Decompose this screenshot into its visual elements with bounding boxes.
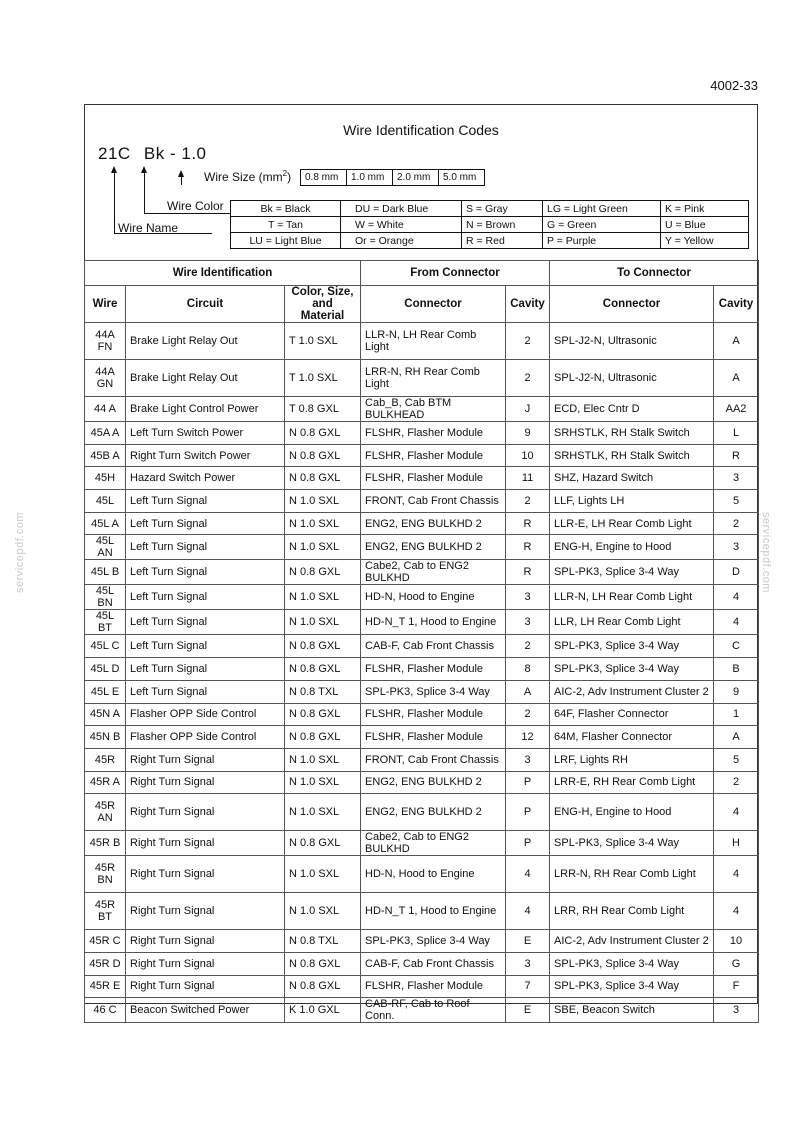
from-connector-cell: FLSHR, Flasher Module bbox=[361, 658, 506, 681]
to-cavity-cell: 3 bbox=[714, 535, 759, 560]
to-connector-cell: SRHSTLK, RH Stalk Switch bbox=[550, 422, 714, 445]
wire-id-cell: 44 A bbox=[85, 397, 126, 422]
from-cavity-cell: R bbox=[506, 512, 550, 535]
to-connector-cell: SRHSTLK, RH Stalk Switch bbox=[550, 444, 714, 467]
table-row bbox=[85, 323, 759, 360]
circuit-cell: Left Turn Signal bbox=[126, 585, 285, 610]
to-cavity-cell: 1 bbox=[714, 703, 759, 726]
from-connector-cell: ENG2, ENG BULKHD 2 bbox=[361, 794, 506, 831]
material-cell: N 0.8 GXL bbox=[285, 726, 361, 749]
circuit-cell: Left Turn Signal bbox=[126, 658, 285, 681]
wire-id-cell: 44A FN bbox=[85, 323, 126, 360]
to-connector-cell: LLF, Lights LH bbox=[550, 490, 714, 513]
wire-size-cell: 1.0 mm bbox=[347, 170, 393, 186]
from-connector-cell: FLSHR, Flasher Module bbox=[361, 467, 506, 490]
circuit-cell: Right Turn Signal bbox=[126, 748, 285, 771]
from-connector-cell: FLSHR, Flasher Module bbox=[361, 975, 506, 998]
watermark-left: servicepdf.com bbox=[14, 512, 26, 593]
from-connector-cell: LLR-N, LH Rear Comb Light bbox=[361, 323, 506, 360]
from-cavity-cell: A bbox=[506, 680, 550, 703]
from-connector-cell: FRONT, Cab Front Chassis bbox=[361, 748, 506, 771]
to-connector-cell: SHZ, Hazard Switch bbox=[550, 467, 714, 490]
wire-id-cell: 45N B bbox=[85, 726, 126, 749]
table-row bbox=[85, 680, 759, 703]
material-cell: N 1.0 SXL bbox=[285, 748, 361, 771]
to-cavity-cell: A bbox=[714, 726, 759, 749]
to-cavity-cell: 9 bbox=[714, 680, 759, 703]
example-wire-name: 21C bbox=[98, 144, 131, 163]
wire-id-cell: 45R B bbox=[85, 831, 126, 856]
page-number: 4002-33 bbox=[710, 78, 758, 93]
material-cell: N 1.0 SXL bbox=[285, 535, 361, 560]
table-row bbox=[85, 585, 759, 610]
to-cavity-cell: 4 bbox=[714, 794, 759, 831]
column-header-row bbox=[85, 286, 759, 323]
circuit-cell: Right Turn Signal bbox=[126, 952, 285, 975]
to-cavity-cell: 5 bbox=[714, 490, 759, 513]
color-code-cell: G = Green bbox=[543, 217, 661, 233]
to-cavity-cell: A bbox=[714, 360, 759, 397]
to-connector-cell: 64F, Flasher Connector bbox=[550, 703, 714, 726]
from-cavity-cell: 2 bbox=[506, 635, 550, 658]
table-row bbox=[85, 930, 759, 953]
table-row bbox=[85, 726, 759, 749]
table-row bbox=[85, 490, 759, 513]
from-connector-cell: FLSHR, Flasher Module bbox=[361, 703, 506, 726]
from-connector-cell: SPL-PK3, Splice 3-4 Way bbox=[361, 680, 506, 703]
from-connector-cell: HD-N, Hood to Engine bbox=[361, 856, 506, 893]
circuit-cell: Left Turn Signal bbox=[126, 490, 285, 513]
from-connector-cell: Cab_B, Cab BTM BULKHEAD bbox=[361, 397, 506, 422]
wire-color-label: Wire Color bbox=[167, 199, 224, 213]
circuit-cell: Brake Light Relay Out bbox=[126, 360, 285, 397]
color-code-row bbox=[231, 201, 749, 217]
from-cavity-cell: 2 bbox=[506, 490, 550, 513]
circuit-cell: Flasher OPP Side Control bbox=[126, 726, 285, 749]
circuit-cell: Right Turn Signal bbox=[126, 856, 285, 893]
to-connector-cell: SPL-PK3, Splice 3-4 Way bbox=[550, 560, 714, 585]
from-connector-cell: FLSHR, Flasher Module bbox=[361, 726, 506, 749]
wire-size-cell: 5.0 mm bbox=[439, 170, 485, 186]
to-connector-cell: LRR, RH Rear Comb Light bbox=[550, 893, 714, 930]
to-cavity-cell: 5 bbox=[714, 748, 759, 771]
material-cell: N 0.8 GXL bbox=[285, 703, 361, 726]
material-cell: N 1.0 SXL bbox=[285, 771, 361, 794]
to-cavity-cell: AA2 bbox=[714, 397, 759, 422]
to-connector-cell: SPL-J2-N, Ultrasonic bbox=[550, 323, 714, 360]
from-cavity-cell: 11 bbox=[506, 467, 550, 490]
from-connector-cell: ENG2, ENG BULKHD 2 bbox=[361, 512, 506, 535]
to-connector-cell: SPL-PK3, Splice 3-4 Way bbox=[550, 635, 714, 658]
to-cavity-cell: 4 bbox=[714, 585, 759, 610]
wire-id-cell: 46 C bbox=[85, 998, 126, 1023]
material-cell: N 0.8 GXL bbox=[285, 422, 361, 445]
color-code-cell: R = Red bbox=[462, 233, 543, 249]
color-code-cell: LU = Light Blue bbox=[231, 233, 341, 249]
to-connector-cell: LLR, LH Rear Comb Light bbox=[550, 610, 714, 635]
from-connector-cell: LRR-N, RH Rear Comb Light bbox=[361, 360, 506, 397]
color-code-cell: P = Purple bbox=[543, 233, 661, 249]
circuit-cell: Right Turn Signal bbox=[126, 975, 285, 998]
wire-id-cell: 45L B bbox=[85, 560, 126, 585]
to-cavity-cell: 3 bbox=[714, 998, 759, 1023]
to-connector-cell: ECD, Elec Cntr D bbox=[550, 397, 714, 422]
circuit-cell: Brake Light Control Power bbox=[126, 397, 285, 422]
to-cavity-cell: 3 bbox=[714, 467, 759, 490]
to-connector-cell: ENG-H, Engine to Hood bbox=[550, 794, 714, 831]
material-cell: T 1.0 SXL bbox=[285, 360, 361, 397]
wire-id-cell: 45R AN bbox=[85, 794, 126, 831]
to-connector-cell: LRR-N, RH Rear Comb Light bbox=[550, 856, 714, 893]
from-cavity-cell: 7 bbox=[506, 975, 550, 998]
table-row bbox=[85, 831, 759, 856]
to-connector-cell: LRF, Lights RH bbox=[550, 748, 714, 771]
from-connector-cell: FLSHR, Flasher Module bbox=[361, 444, 506, 467]
wire-id-cell: 45A A bbox=[85, 422, 126, 445]
color-code-cell: W = White bbox=[341, 217, 462, 233]
wire-name-leader bbox=[114, 173, 115, 233]
group-header-to-connector: To Connector bbox=[550, 261, 759, 286]
wire-name-label: Wire Name bbox=[118, 221, 179, 235]
circuit-cell: Right Turn Signal bbox=[126, 794, 285, 831]
wire-id-cell: 44A GN bbox=[85, 360, 126, 397]
wire-color-leader-h bbox=[144, 213, 230, 214]
to-connector-cell: SPL-PK3, Splice 3-4 Way bbox=[550, 658, 714, 681]
wire-name-arrow bbox=[111, 166, 117, 173]
wire-id-cell: 45L BT bbox=[85, 610, 126, 635]
from-cavity-cell: 3 bbox=[506, 585, 550, 610]
circuit-cell: Right Turn Signal bbox=[126, 930, 285, 953]
table-row bbox=[85, 397, 759, 422]
table-row bbox=[85, 535, 759, 560]
to-connector-cell: SPL-PK3, Splice 3-4 Way bbox=[550, 975, 714, 998]
wire-id-cell: 45H bbox=[85, 467, 126, 490]
to-connector-cell: SPL-PK3, Splice 3-4 Way bbox=[550, 831, 714, 856]
column-header-from-cavity: Cavity bbox=[506, 286, 550, 323]
from-cavity-cell: 2 bbox=[506, 323, 550, 360]
watermark-right: servicepdf.com bbox=[760, 512, 772, 593]
to-cavity-cell: R bbox=[714, 444, 759, 467]
material-cell: N 0.8 GXL bbox=[285, 975, 361, 998]
from-connector-cell: HD-N_T 1, Hood to Engine bbox=[361, 893, 506, 930]
circuit-cell: Right Turn Signal bbox=[126, 771, 285, 794]
to-connector-cell: ENG-H, Engine to Hood bbox=[550, 535, 714, 560]
circuit-cell: Left Turn Signal bbox=[126, 560, 285, 585]
to-cavity-cell: C bbox=[714, 635, 759, 658]
from-connector-cell: CAB-F, Cab Front Chassis bbox=[361, 635, 506, 658]
wire-id-cell: 45L C bbox=[85, 635, 126, 658]
from-cavity-cell: 3 bbox=[506, 610, 550, 635]
to-cavity-cell: 2 bbox=[714, 512, 759, 535]
wire-identification-table bbox=[84, 260, 759, 1023]
table-row bbox=[85, 610, 759, 635]
table-row bbox=[85, 856, 759, 893]
wire-id-cell: 45L D bbox=[85, 658, 126, 681]
color-code-table bbox=[230, 200, 749, 249]
to-cavity-cell: L bbox=[714, 422, 759, 445]
material-cell: K 1.0 GXL bbox=[285, 998, 361, 1023]
circuit-cell: Brake Light Relay Out bbox=[126, 323, 285, 360]
color-code-cell: K = Pink bbox=[661, 201, 749, 217]
table-row bbox=[85, 635, 759, 658]
circuit-cell: Beacon Switched Power bbox=[126, 998, 285, 1023]
wire-id-cell: 45R BN bbox=[85, 856, 126, 893]
color-code-cell: Y = Yellow bbox=[661, 233, 749, 249]
circuit-cell: Right Turn Signal bbox=[126, 831, 285, 856]
color-code-cell: N = Brown bbox=[462, 217, 543, 233]
column-header-to-cavity: Cavity bbox=[714, 286, 759, 323]
table-row bbox=[85, 512, 759, 535]
to-connector-cell: AIC-2, Adv Instrument Cluster 2 bbox=[550, 680, 714, 703]
wire-id-cell: 45L A bbox=[85, 512, 126, 535]
to-connector-cell: SBE, Beacon Switch bbox=[550, 998, 714, 1023]
from-cavity-cell: R bbox=[506, 560, 550, 585]
table-row bbox=[85, 703, 759, 726]
from-connector-cell: Cabe2, Cab to ENG2 BULKHD bbox=[361, 560, 506, 585]
circuit-cell: Left Turn Signal bbox=[126, 610, 285, 635]
to-connector-cell: SPL-PK3, Splice 3-4 Way bbox=[550, 952, 714, 975]
material-cell: N 1.0 SXL bbox=[285, 585, 361, 610]
table-row bbox=[85, 467, 759, 490]
from-connector-cell: CAB-F, Cab Front Chassis bbox=[361, 952, 506, 975]
wire-id-cell: 45R bbox=[85, 748, 126, 771]
table-row bbox=[85, 444, 759, 467]
color-code-cell: Bk = Black bbox=[231, 201, 341, 217]
to-cavity-cell: D bbox=[714, 560, 759, 585]
circuit-cell: Left Turn Signal bbox=[126, 635, 285, 658]
table-row bbox=[85, 893, 759, 930]
from-connector-cell: FLSHR, Flasher Module bbox=[361, 422, 506, 445]
from-cavity-cell: P bbox=[506, 831, 550, 856]
material-cell: N 0.8 GXL bbox=[285, 658, 361, 681]
from-connector-cell: Cabe2, Cab to ENG2 BULKHD bbox=[361, 831, 506, 856]
column-header-circuit: Circuit bbox=[126, 286, 285, 323]
material-cell: N 1.0 SXL bbox=[285, 794, 361, 831]
material-cell: N 1.0 SXL bbox=[285, 893, 361, 930]
from-cavity-cell: 4 bbox=[506, 856, 550, 893]
circuit-cell: Hazard Switch Power bbox=[126, 467, 285, 490]
circuit-cell: Left Turn Switch Power bbox=[126, 422, 285, 445]
table-row bbox=[85, 952, 759, 975]
wire-size-arrow bbox=[178, 170, 184, 177]
circuit-cell: Left Turn Signal bbox=[126, 535, 285, 560]
to-cavity-cell: H bbox=[714, 831, 759, 856]
table-row bbox=[85, 998, 759, 1023]
material-cell: N 0.8 TXL bbox=[285, 930, 361, 953]
wire-id-cell: 45R C bbox=[85, 930, 126, 953]
to-cavity-cell: 4 bbox=[714, 893, 759, 930]
table-row bbox=[85, 658, 759, 681]
from-cavity-cell: 3 bbox=[506, 748, 550, 771]
wire-id-cell: 45L BN bbox=[85, 585, 126, 610]
from-cavity-cell: P bbox=[506, 794, 550, 831]
table-row bbox=[85, 771, 759, 794]
from-connector-cell: FRONT, Cab Front Chassis bbox=[361, 490, 506, 513]
material-cell: T 0.8 GXL bbox=[285, 397, 361, 422]
from-cavity-cell: 10 bbox=[506, 444, 550, 467]
from-cavity-cell: P bbox=[506, 771, 550, 794]
legend-title: Wire Identification Codes bbox=[343, 122, 499, 138]
example-color-size: Bk - 1.0 bbox=[143, 144, 207, 163]
wire-id-cell: 45B A bbox=[85, 444, 126, 467]
from-connector-cell: CAB-RF, Cab to Roof Conn. bbox=[361, 998, 506, 1023]
table-row bbox=[85, 975, 759, 998]
material-cell: N 1.0 SXL bbox=[285, 856, 361, 893]
table-row bbox=[85, 360, 759, 397]
to-connector-cell: LRR-E, RH Rear Comb Light bbox=[550, 771, 714, 794]
material-cell: N 1.0 SXL bbox=[285, 490, 361, 513]
material-cell: N 0.8 GXL bbox=[285, 635, 361, 658]
from-cavity-cell: E bbox=[506, 930, 550, 953]
circuit-cell: Flasher OPP Side Control bbox=[126, 703, 285, 726]
column-header-from-connector: Connector bbox=[361, 286, 506, 323]
from-connector-cell: HD-N, Hood to Engine bbox=[361, 585, 506, 610]
circuit-cell: Left Turn Signal bbox=[126, 680, 285, 703]
wire-size-cell: 0.8 mm bbox=[301, 170, 347, 186]
table-row bbox=[85, 794, 759, 831]
wire-size-label: Wire Size $(mm^2)$ bbox=[204, 169, 292, 184]
from-cavity-cell: 12 bbox=[506, 726, 550, 749]
color-code-row bbox=[231, 233, 749, 249]
color-code-cell: LG = Light Green bbox=[543, 201, 661, 217]
material-cell: N 0.8 TXL bbox=[285, 680, 361, 703]
from-cavity-cell: 2 bbox=[506, 703, 550, 726]
from-connector-cell: ENG2, ENG BULKHD 2 bbox=[361, 535, 506, 560]
to-connector-cell: 64M, Flasher Connector bbox=[550, 726, 714, 749]
circuit-cell: Left Turn Signal bbox=[126, 512, 285, 535]
color-code-cell: DU = Dark Blue bbox=[341, 201, 462, 217]
to-connector-cell: AIC-2, Adv Instrument Cluster 2 bbox=[550, 930, 714, 953]
to-cavity-cell: G bbox=[714, 952, 759, 975]
from-connector-cell: ENG2, ENG BULKHD 2 bbox=[361, 771, 506, 794]
from-cavity-cell: 2 bbox=[506, 360, 550, 397]
from-cavity-cell: 3 bbox=[506, 952, 550, 975]
wire-color-arrow bbox=[141, 166, 147, 173]
material-cell: T 1.0 SXL bbox=[285, 323, 361, 360]
to-cavity-cell: 4 bbox=[714, 610, 759, 635]
wire-code-legend bbox=[84, 104, 758, 260]
wire-id-cell: 45R E bbox=[85, 975, 126, 998]
material-cell: N 1.0 SXL bbox=[285, 610, 361, 635]
to-connector-cell: LLR-N, LH Rear Comb Light bbox=[550, 585, 714, 610]
wire-size-table bbox=[300, 169, 485, 186]
to-cavity-cell: B bbox=[714, 658, 759, 681]
from-cavity-cell: R bbox=[506, 535, 550, 560]
material-cell: N 0.8 GXL bbox=[285, 444, 361, 467]
from-cavity-cell: E bbox=[506, 998, 550, 1023]
column-header-wire: Wire bbox=[85, 286, 126, 323]
from-connector-cell: HD-N_T 1, Hood to Engine bbox=[361, 610, 506, 635]
color-code-row bbox=[231, 217, 749, 233]
circuit-cell: Right Turn Switch Power bbox=[126, 444, 285, 467]
to-cavity-cell: 2 bbox=[714, 771, 759, 794]
example-code bbox=[98, 144, 207, 164]
to-cavity-cell: F bbox=[714, 975, 759, 998]
group-header-wire-identification: Wire Identification bbox=[85, 261, 361, 286]
group-header-from-connector: From Connector bbox=[361, 261, 550, 286]
material-cell: N 0.8 GXL bbox=[285, 467, 361, 490]
group-header-row bbox=[85, 261, 759, 286]
wire-id-cell: 45R A bbox=[85, 771, 126, 794]
material-cell: N 0.8 GXL bbox=[285, 952, 361, 975]
wire-id-cell: 45R BT bbox=[85, 893, 126, 930]
from-cavity-cell: J bbox=[506, 397, 550, 422]
material-cell: N 0.8 GXL bbox=[285, 831, 361, 856]
wire-size-cell: 2.0 mm bbox=[393, 170, 439, 186]
column-header-material: Color, Size, and Material bbox=[285, 286, 361, 323]
to-cavity-cell: A bbox=[714, 323, 759, 360]
color-code-cell: T = Tan bbox=[231, 217, 341, 233]
from-connector-cell: SPL-PK3, Splice 3-4 Way bbox=[361, 930, 506, 953]
color-code-cell: Or = Orange bbox=[341, 233, 462, 249]
circuit-cell: Right Turn Signal bbox=[126, 893, 285, 930]
to-cavity-cell: 10 bbox=[714, 930, 759, 953]
material-cell: N 1.0 SXL bbox=[285, 512, 361, 535]
column-header-to-connector: Connector bbox=[550, 286, 714, 323]
wire-id-cell: 45R D bbox=[85, 952, 126, 975]
material-cell: N 0.8 GXL bbox=[285, 560, 361, 585]
table-row bbox=[85, 748, 759, 771]
color-code-cell: S = Gray bbox=[462, 201, 543, 217]
table-row bbox=[85, 560, 759, 585]
wire-id-cell: 45L bbox=[85, 490, 126, 513]
to-connector-cell: LLR-E, LH Rear Comb Light bbox=[550, 512, 714, 535]
wire-color-leader bbox=[144, 173, 145, 213]
wire-size-leader bbox=[181, 177, 182, 185]
from-cavity-cell: 4 bbox=[506, 893, 550, 930]
wire-id-cell: 45N A bbox=[85, 703, 126, 726]
wire-id-cell: 45L AN bbox=[85, 535, 126, 560]
to-connector-cell: SPL-J2-N, Ultrasonic bbox=[550, 360, 714, 397]
color-code-cell: U = Blue bbox=[661, 217, 749, 233]
from-cavity-cell: 9 bbox=[506, 422, 550, 445]
table-row bbox=[85, 422, 759, 445]
wire-id-cell: 45L E bbox=[85, 680, 126, 703]
from-cavity-cell: 8 bbox=[506, 658, 550, 681]
to-cavity-cell: 4 bbox=[714, 856, 759, 893]
